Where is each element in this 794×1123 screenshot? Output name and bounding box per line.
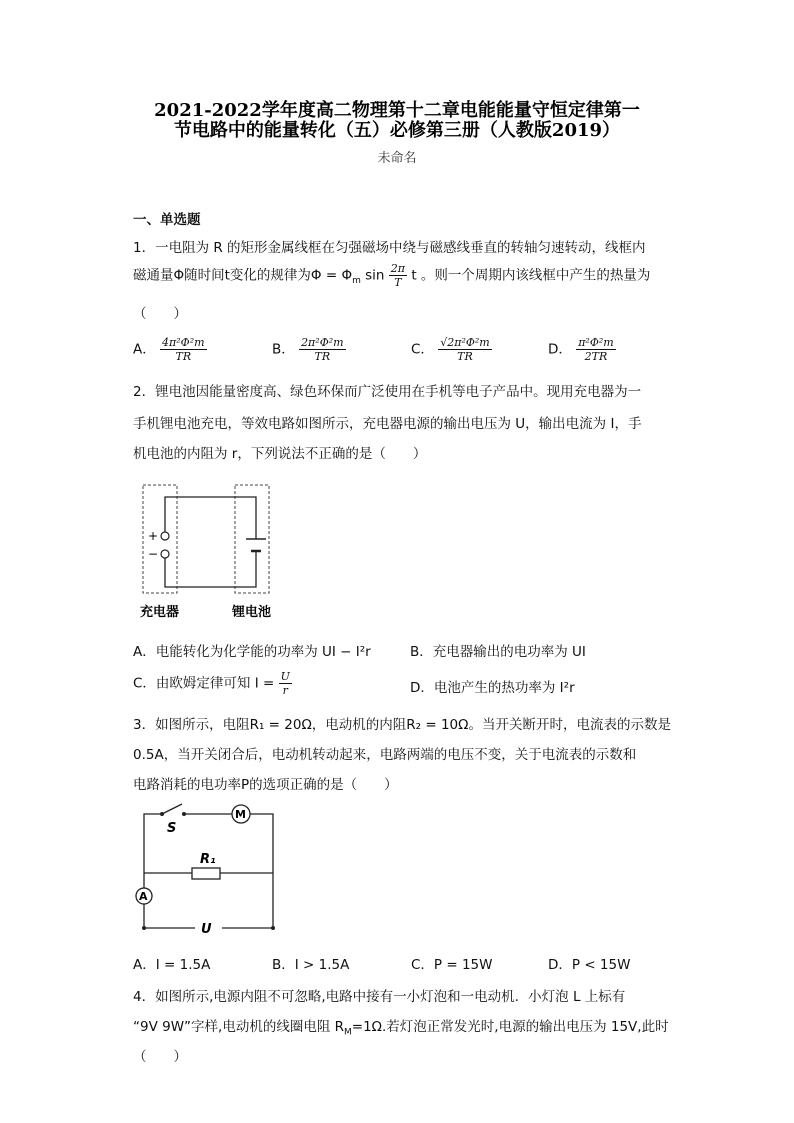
- battery-label: 锂电池: [232, 605, 272, 620]
- q3-line1: 3．如图所示，电阻R₁ = 20Ω，电动机的内阻R₂ = 10Ω。当开关断开时，电流表的示数是: [133, 717, 671, 733]
- motor-letter: M: [235, 808, 246, 821]
- q1-opt-den: 2TR: [584, 350, 608, 363]
- q2-optc-num: U: [280, 670, 290, 683]
- q1-opt-den: TR: [175, 350, 192, 363]
- q1-line2: [133, 262, 650, 289]
- q2-option-c[interactable]: [133, 670, 292, 697]
- q4-line2b: =1Ω.若灯泡正常发光时,电源的输出电压为 15V,此时: [351, 1019, 669, 1035]
- q1-line1: 1．一电阻为 R 的矩形金属线框在匀强磁场中绕与磁感线垂直的转轴匀速转动，线框内: [133, 240, 646, 256]
- doc-title-line2: 节电路中的能量转化（五）必修第三册（人教版2019）: [173, 120, 621, 141]
- q4-paren: （ ）: [133, 1049, 187, 1065]
- positive-terminal: [161, 532, 169, 540]
- q1-opt-fraction: [299, 336, 346, 363]
- q4-sub-m: M: [344, 1027, 352, 1038]
- charger-label: 充电器: [140, 605, 180, 620]
- q1-option-d[interactable]: [548, 336, 616, 363]
- resistor-symbol: [192, 868, 220, 879]
- q2-option-d[interactable]: D．电池产生的热功率为 I²r: [410, 680, 575, 696]
- q1-line2b: sin: [360, 267, 385, 284]
- doc-title-line1: 2021-2022学年度高二物理第十二章电能能量守恒定律第一: [154, 100, 640, 121]
- q1-sub-m: m: [352, 276, 361, 287]
- q3-option-b[interactable]: B．I > 1.5A: [272, 957, 350, 973]
- q4-line2: [133, 1015, 669, 1038]
- top-wire: [165, 497, 256, 539]
- q1-paren: （ ）: [133, 306, 187, 322]
- right-wire: [250, 814, 273, 928]
- q1-option-a[interactable]: [133, 336, 207, 363]
- q1-opt-fraction: [576, 336, 616, 363]
- q1-line2c: t 。则一个周期内该线框中产生的热量为: [411, 267, 651, 284]
- switch-label: S: [167, 821, 177, 836]
- q4-line2a: “9V 9W”字样,电动机的线圈电阻 R: [133, 1019, 345, 1035]
- resistor-label: R₁: [200, 852, 216, 867]
- q3-option-d[interactable]: D．P < 15W: [548, 957, 631, 973]
- q1-opt-num: 4π²Φ²m: [162, 336, 205, 349]
- switch-blade: [162, 804, 182, 814]
- q2-option-a[interactable]: A．电能转化为化学能的功率为 UI − I²r: [133, 644, 371, 660]
- q1-sin-den: T: [394, 276, 402, 289]
- q2-line3: 机电池的内阻为 r，下列说法不正确的是（ ）: [133, 446, 427, 462]
- q1-opt-num: 2π²Φ²m: [301, 336, 344, 349]
- bottom-wire: [165, 551, 256, 587]
- negative-terminal: [161, 550, 169, 558]
- q2-line1: 2．锂电池因能量密度高、绿色环保而广泛使用在手机等电子产品中。现用充电器为一: [133, 384, 642, 400]
- section-heading: 一、单选题: [133, 212, 201, 228]
- q2-optc-prefix: C．由欧姆定律可知 I =: [133, 675, 275, 692]
- q4-line1: 4．如图所示,电源内阻不可忽略,电路中接有一小灯泡和一电动机．小灯泡 L 上标有: [133, 989, 626, 1005]
- terminal-left: [142, 926, 146, 930]
- q1-line2a: 磁通量Φ随时间t变化的规律为Φ = Φ: [133, 267, 353, 284]
- plus-sign: +: [148, 529, 159, 543]
- q1-option-c[interactable]: [411, 336, 492, 363]
- q1-opt-label: A．: [133, 341, 156, 358]
- q2-circuit-figure: [135, 483, 285, 623]
- q1-opt-label: C．: [411, 341, 434, 358]
- minus-sign: −: [148, 547, 159, 561]
- q2-optc-fraction: [279, 670, 292, 697]
- q1-sin-num: 2π: [390, 262, 406, 275]
- q1-opt-label: D．: [548, 341, 572, 358]
- q1-opt-den: TR: [314, 350, 331, 363]
- voltage-label: U: [201, 922, 212, 937]
- q1-opt-fraction: [160, 336, 207, 363]
- q3-line3: 电路消耗的电功率P的选项正确的是（ ）: [133, 777, 398, 793]
- q3-circuit-figure: [130, 800, 290, 940]
- q3-option-c[interactable]: C．P = 15W: [411, 957, 493, 973]
- q1-opt-fraction: [438, 336, 492, 363]
- ammeter-letter: A: [139, 890, 148, 903]
- terminal-right: [271, 926, 275, 930]
- left-wire: [144, 814, 160, 888]
- q1-opt-num: π²Φ²m: [578, 336, 614, 349]
- q2-option-b[interactable]: B．充电器输出的电功率为 UI: [410, 644, 586, 660]
- q1-opt-den: TR: [457, 350, 473, 363]
- q1-opt-num: √2π²Φ²m: [440, 336, 490, 349]
- q2-line2: 手机锂电池充电，等效电路如图所示，充电器电源的输出电压为 U，输出电流为 I，手: [133, 416, 642, 432]
- q3-option-a[interactable]: A．I = 1.5A: [133, 957, 211, 973]
- q2-optc-den: r: [282, 684, 288, 697]
- q3-line2: 0.5A，当开关闭合后，电动机转动起来，电路两端的电压不变，关于电流表的示数和: [133, 747, 637, 763]
- q1-option-b[interactable]: [272, 336, 346, 363]
- q1-opt-label: B．: [272, 341, 295, 358]
- q1-sin-fraction: [389, 262, 407, 289]
- doc-subtitle: 未命名: [377, 151, 417, 166]
